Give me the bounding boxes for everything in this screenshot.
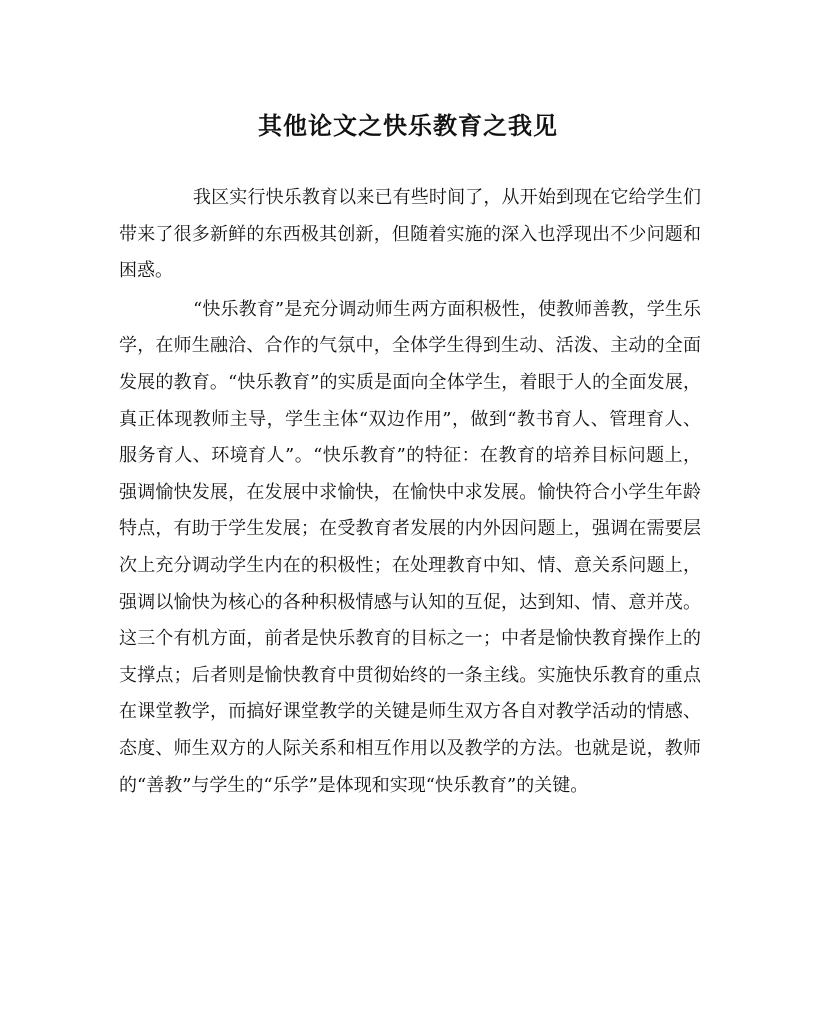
document-title: 其他论文之快乐教育之我见 (258, 111, 558, 140)
paragraph-main: “快乐教育”是充分调动师生两方面积极性，使教师善教，学生乐学，在师生融洽、合作的气氛中，全体学生得到生动、活泼、主动的全面发展的教育。“快乐教育”的实质是面向全体学生，着眼于人的全面发展，真正体现教师主导，学生主体“双边作用”，做到“教书育人、管理育人、服务育人、环境育人”。“快乐教育”的特征：在教育的培养目标问题上，强调愉快发展，在发展中求愉快，在愉快中求发展。愉快符合小学生年龄特点，有助于学生发展；在受教育者发展的内外因问题上，强调在需要层次上充分调动学生内在的积极性；在处理教育中知、情、意关系问题上，强调以愉快为核心的各种积极情感与认知的互促，达到知、情、意并茂。这三个有机方面，前者是快乐教育的目标之一；中者是愉快教育操作上的支撑点；后者则是愉快教育中贯彻始终的一条主线。实施快乐教育的重点在课堂教学，而搞好课堂教学的关键是师生双方各自对教学活动的情感、态度、师生双方的人际关系和相互作用以及教学的方法。也就是说，教师的“善教”与学生的“乐学”是体现和实现“快乐教育”的关键。 (119, 298, 701, 796)
paragraph-intro: 我区实行快乐教育以来已有些时间了，从开始到现在它给学生们带来了很多新鲜的东西极其创新，但随着实施的深入也浮现出不少问题和困惑。 (119, 187, 701, 282)
document-body (119, 180, 701, 804)
